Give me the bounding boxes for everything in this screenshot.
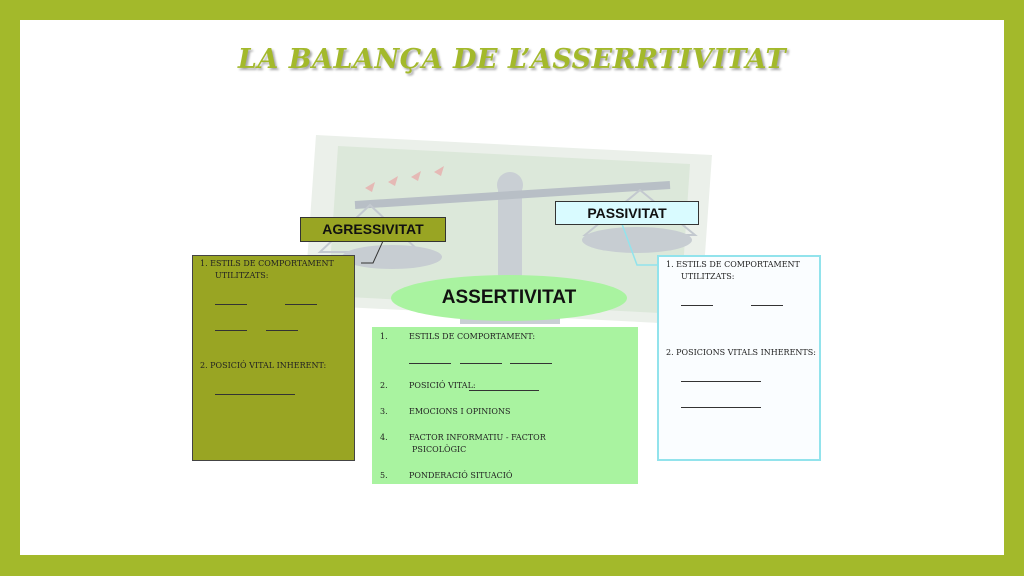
right-item1-line2: UTILITZATS: [681,272,735,281]
center-item4-num: 4. [380,433,388,442]
left-item1-line1: 1. ESTILS DE COMPORTAMENT [200,259,334,268]
left-blank-4 [266,330,298,331]
left-blank-5 [215,394,295,395]
right-item2: 2. POSICIONS VITALS INHERENTS: [666,348,816,357]
center-item1-text: ESTILS DE COMPORTAMENT: [409,332,536,341]
left-item1-line2: UTILITZATS: [215,271,269,280]
center-blank-3 [510,363,552,364]
right-blank-3 [681,381,761,382]
center-blank-2 [460,363,502,364]
agressivitat-box [192,255,355,461]
center-item3-num: 3. [380,407,388,416]
agressivitat-label: AGRESSIVITAT [300,217,446,242]
right-blank-4 [681,407,761,408]
left-blank-2 [285,304,317,305]
slide [20,20,1004,555]
passivitat-box [657,255,821,461]
assertivitat-box [372,327,638,484]
center-item3-text: EMOCIONS I OPINIONS [409,407,511,416]
right-item1-line1: 1. ESTILS DE COMPORTAMENT [666,260,800,269]
slide-title: LA BALANÇA DE L’ASSERRTIVITAT [237,44,787,75]
left-blank-1 [215,304,247,305]
right-blank-1 [681,305,713,306]
center-item5-text: PONDERACIÓ SITUACIÓ [409,471,513,480]
right-blank-2 [751,305,783,306]
assertivitat-label: ASSERTIVITAT [391,275,627,321]
center-item2-num: 2. [380,381,388,390]
center-item4-text: FACTOR INFORMATIU - FACTOR [409,433,546,442]
center-item4-cont: PSICOLÒGIC [412,445,467,454]
center-blank-4 [469,390,539,391]
left-item2: 2. POSICIÓ VITAL INHERENT: [200,361,327,370]
center-blank-1 [409,363,451,364]
center-item5-num: 5. [380,471,388,480]
passivitat-label: PASSIVITAT [555,201,699,225]
left-blank-3 [215,330,247,331]
center-item1-num: 1. [380,332,388,341]
center-item2-text: POSICIÓ VITAL: [409,381,476,390]
